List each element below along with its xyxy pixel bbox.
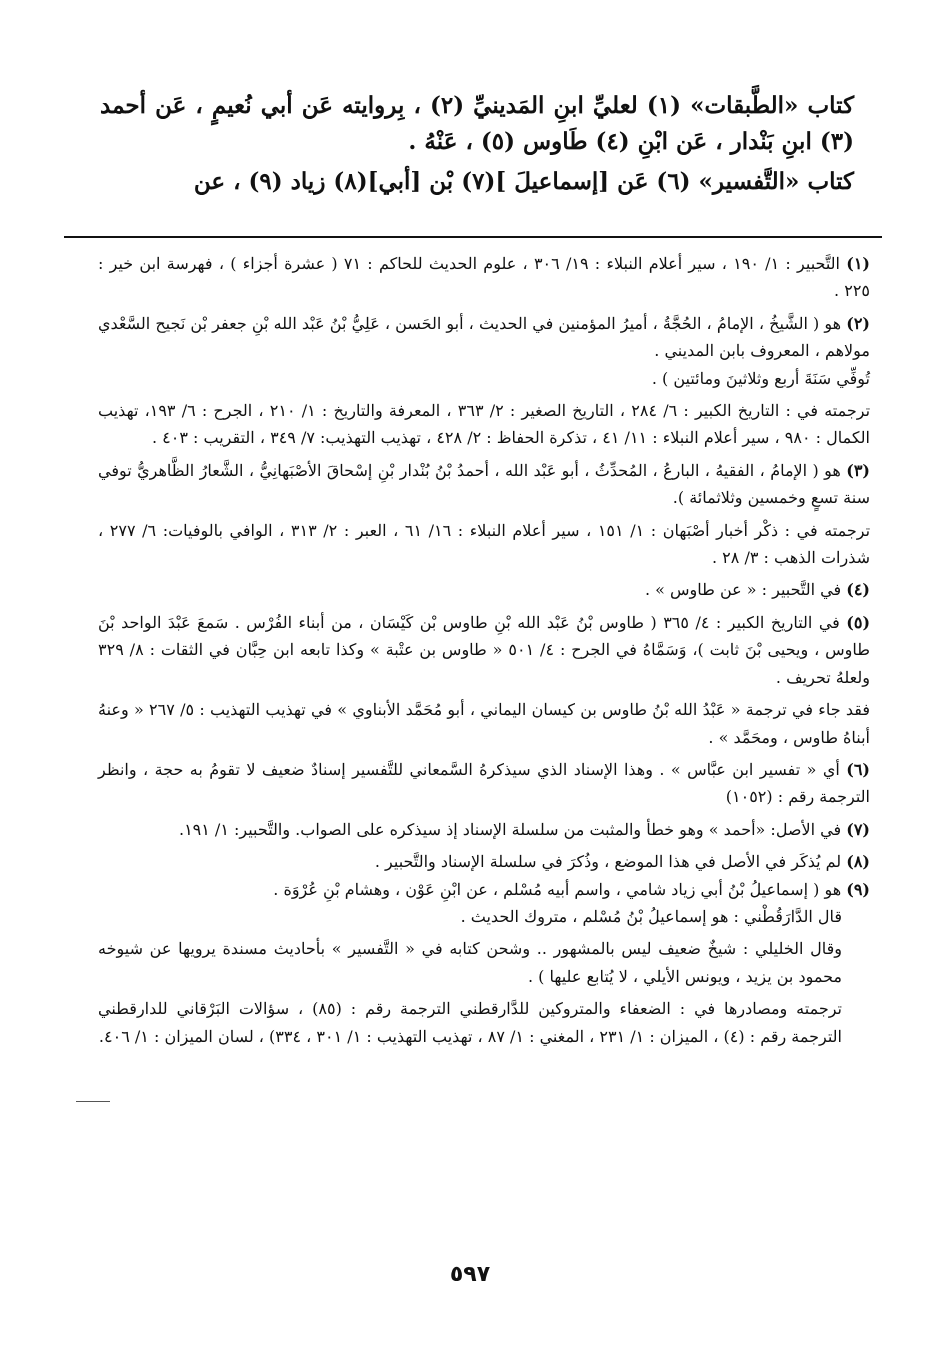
main-paragraph-2: كتاب «التَّفسير» (٦) عَن [إسماعيلَ ](٧) بْن [أبي](٨) زياد (٩) ، عن	[193, 168, 854, 195]
footnote-text: هو ( الشَّيخُ ، الإمامُ ، الحُجَّةُ ، أميرُ المؤمنين في الحديث ، أبو الحَسن ، عَلِيُّ بْنُ عَبْد الله بْنِ جعفر بْن نَجيح السَّعْدي مولاهم ، المعروف بابن المديني .	[98, 313, 870, 361]
footnote-text: هو ( الإمامُ ، الفقيهُ ، البارعُ ، المُحدِّثُ ، أبو عَبْد الله ، أحمدُ بْنُ بُنْدار بْنِ إسْحاقَ الأصْبَهانِيُّ ، الشَّعارُ الظَّاهريُّ توفي سنة تسعٍ وخمسين وثلاثمائة ).	[98, 460, 870, 508]
footnote-9-daraqutni: قال الدَّارَقُطْني : هو إسماعيلُ بْنُ مُسْلم ، متروك الحديث .	[460, 906, 842, 926]
footnote-2-sources: ترجمته في : التاريخ الكبير : ٦/ ٢٨٤ ، التاريخ الصغير : ٢/ ٣٦٣ ، المعرفة والتاريخ : ١/ ٢١٠ ، الجرح : ٦/ ١٩٣، تهذيب الكمال : ٩٨٠ ، سير أعلام النبلاء : ١١/ ٤١ ، تذكرة الحفاظ : ٢/ ٤٢٨ ، تهذيب التهذيب: ٧/ ٣٤٩ ، التقريب : ٤٠٣ .	[98, 401, 871, 448]
footnote-number: (١)	[846, 254, 870, 273]
footnote-6	[98, 756, 870, 811]
footnote-number: (٤)	[846, 580, 870, 600]
footnotes	[98, 250, 870, 1050]
footnote-text: في الأصل: «أحمد » وهو خطأ والمثبت من سلسلة الإسناد إذ سيذكره على الصواب. والتَّحبير: ١/ ١٩١.	[178, 819, 842, 839]
footnote-number: (٦)	[846, 759, 870, 779]
margin-mark	[76, 1101, 110, 1102]
footnote-text: لم يُذكَر في الأصل في هذا الموضع ، وذُكرَ في سلسلة الإسناد والتَّحبير .	[374, 852, 842, 872]
footnote-2	[98, 310, 870, 365]
main-paragraph-1: كتاب «الطَّبقات» (١) لعليِّ ابنِ المَدينيِّ (٢) ، بِروايته عَن أبي نُعيمٍ ، عَن أحمد (٣) ابنِ بَنْدار ، عَن ابْنِ (٤) طَاوس (٥) ، عَنْهُ .	[100, 92, 855, 155]
footnote-2-death: تُوفِّي سَنَةَ أربع وثلاثينَ ومائتين ) .	[651, 368, 870, 388]
footnote-text: أي « تفسير ابن عبَّاس » . وهذا الإسناد الذي سيذكرهُ السَّمعاني للتَّفسير إسنادٌ ضعيف لا تقومُ به حجة ، وانظر الترجمة رقم : (١٠٥٢)	[98, 759, 870, 807]
footnote-number: (٥)	[846, 612, 871, 632]
footnote-text: التَّحبير : ١/ ١٩٠ ، سير أعلام النبلاء : ١٩/ ٣٠٦ ، علوم الحديث للحاكم : ٧١ ( عشرة أجزاء ) ، فهرسة ابن خير : ٢٢٥ .	[98, 254, 870, 301]
footnote-separator	[64, 236, 882, 238]
footnote-4	[98, 576, 870, 603]
footnote-1	[98, 250, 870, 305]
footnote-number: (٨)	[846, 852, 870, 872]
footnote-number: (٢)	[846, 313, 870, 333]
page-number: ٥٩٧	[449, 1262, 491, 1287]
footnote-9-sources: ترجمته ومصادرها في : الضعفاء والمتروكين للدَّارقطني الترجمة رقم : (٨٥) ، سؤالات البَرْقاني للدارقطني الترجمة رقم : (٤) ، الميزان : ١/ ٢٣١ ، المغني : ١/ ٨٧ ، تهذيب التهذيب : ١/ ٣٠١ ، ٣٣٤) ، لسان الميزان : ١/ ٤٠٦.	[98, 999, 842, 1046]
footnote-text: في التَّحبير : « عن طاوس » .	[644, 580, 842, 600]
footnote-number: (٩)	[846, 879, 870, 899]
footnote-9	[98, 876, 870, 903]
footnote-8	[98, 848, 870, 875]
footnote-7	[98, 816, 870, 843]
footnote-number: (٧)	[846, 819, 870, 839]
footnote-text: في التاريخ الكبير : ٤/ ٣٦٥ ( طاوس بْنُ عَبْد الله بْنِ طاوس بْن كَيْسَان ، من أبناء الفُرْس . سَمعَ عَبْدَ الواحد بْنَ طاوس ، ويحيى بْنَ ثابت )، وَسَمَّاهُ في الجرح : ٤/ ٥٠١ « طاوس بن عتْبة » وكذا تابعه ابن حِبَّان في الثقات : ٨/ ٣٢٩ ولعلهُ تحريف .	[98, 612, 871, 687]
footnote-number: (٣)	[846, 460, 870, 480]
footnote-3	[98, 457, 870, 512]
main-text	[100, 88, 854, 204]
footnote-5	[98, 609, 870, 691]
footnote-text: هو ( إسماعيلُ بْنُ أبي زياد شامي ، واسم أبيه مُسْلم ، عن ابْنِ عَوْن ، وهشام بْنِ عُرْوَة .	[273, 879, 842, 899]
footnote-3-sources: ترجمته في : ذكْر أخبار أصْبَهان : ١/ ١٥١ ، سير أعلام النبلاء : ١٦/ ٦١ ، العبر : ٢/ ٣١٣ ، الوافي بالوفيات: ٦/ ٢٧٧ ، شذرات الذهب : ٣/ ٢٨ .	[98, 520, 871, 568]
footnote-5-continued: فقد جاء في ترجمة « عَبْدُ الله بْنُ طاوس بن كيسان اليماني ، أبو مُحَمَّد الأبناوي » في تهذيب التهذيب : ٥/ ٢٦٧ « وعنهُ أبناهُ طاوس ، ومحَمَّد » .	[98, 700, 870, 747]
footnote-9-khalili: وقال الخليلي : شيخٌ ضعيف ليس بالمشهور .. وشحن كتابه في « التَّفسير » بأحاديث مسندة يرويها عن شيوخه محمود بن يزيد ، ويونس الأيلي ، لا يُتابع عليها ) .	[98, 939, 842, 986]
